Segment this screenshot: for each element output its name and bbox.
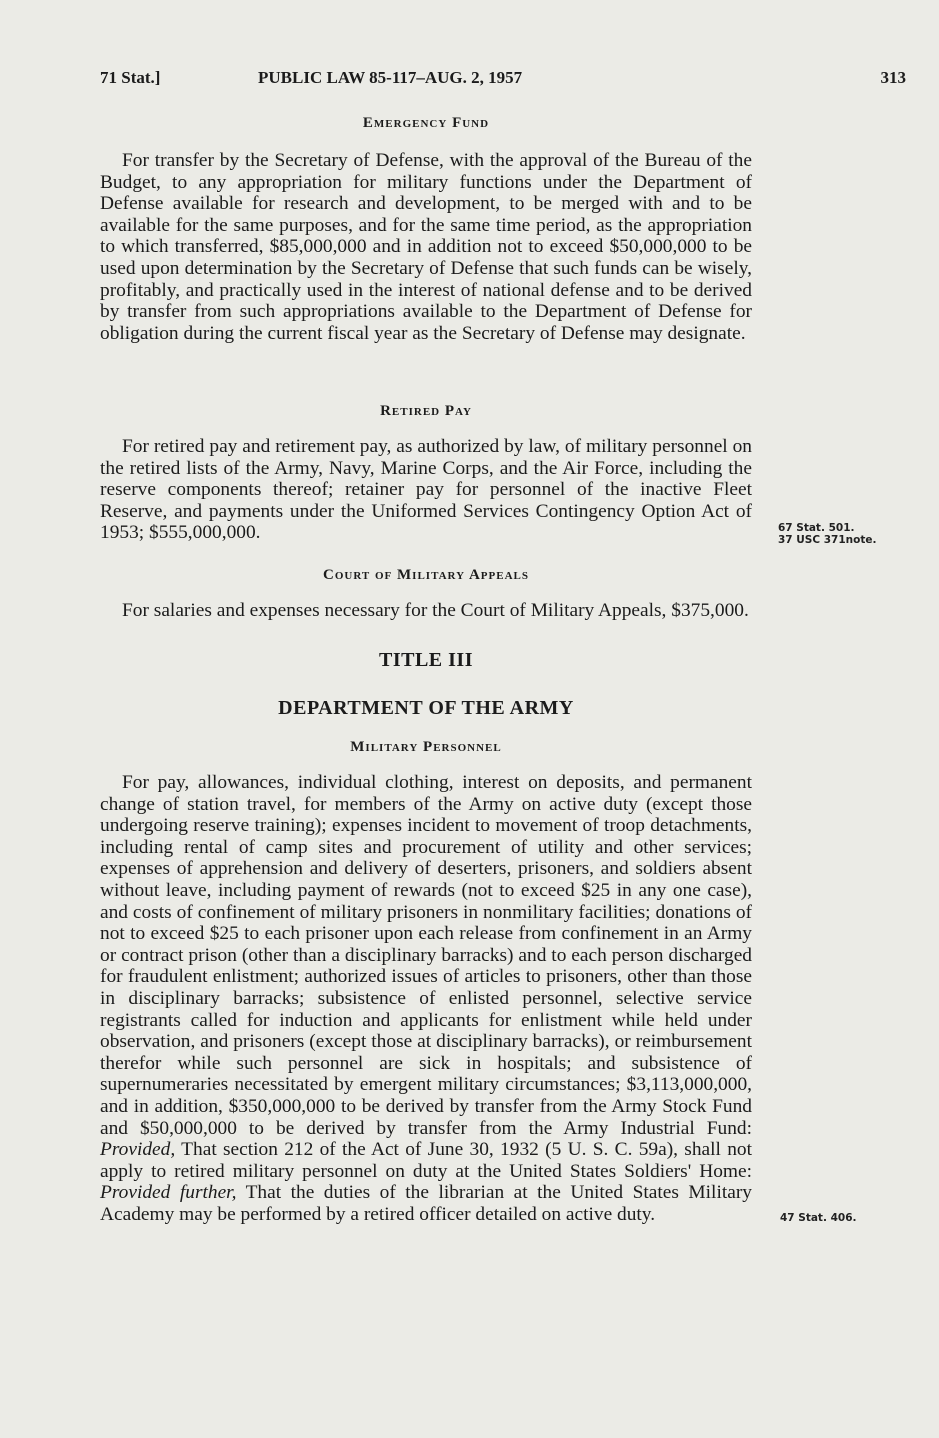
margin-note-2 [780,1212,857,1224]
military-personnel-text-1: For pay, allowances, individual clothing, interest on deposits, and permanent change of station travel, for members of the Army on active duty (except those undergoing reserve training); expenses incident to movement of troop detachments, including rental of camp sites and procurement of utility and other services; expenses of apprehension and delivery of deserters, prisoners, and soldiers absent without leave, including payment of rewards (not to exceed $25 in any one case), and costs of confinement of military prisoners in nonmilitary facilities; donations of not to exceed $25 to each prisoner upon each release from confinement in an Army or contract prison (other than a disciplinary barracks) and to each person discharged for fraudulent enlistment; authorized issues of articles to prisoners, other than those in disciplinary barracks; subsistence of enlisted personnel, selective service registrants called for induction and applicants for enlistment while held under observation, and prisoners (except those at disciplinary barracks), or reimbursement therefor while such personnel are sick in hospitals; and subsistence of supernumeraries necessitated by emergent military circumstances; $3,113,000,000, and in addition, $350,000,000 to be derived by transfer from the Army Stock Fund and $50,000,000 to be derived by transfer from the Army Industrial Fund: [100,772,752,1139]
title-number: TITLE III [379,649,473,671]
page-number: 313 [880,68,906,87]
retired-pay-paragraph: For retired pay and retirement pay, as authorized by law, of military personnel on the retired lists of the Army, Navy, Marine Corps, and the Air Force, including the reserve components thereof; retainer pay for personnel of the inactive Fleet Reserve, and payments under the Uniformed Services Contingency Option Act of 1953; $555,000,000. [100,436,752,544]
court-of-military-appeals-heading: Court of Military Appeals [323,567,529,583]
margin-note-1-line-2: 37 USC 371note. [778,534,877,546]
military-personnel-text-3: That the duties of the librarian at the United States Military Academy may be performed by a retired officer detailed on active duty. [100,1182,752,1225]
margin-note-2-line-1: 47 Stat. 406. [780,1212,857,1224]
section-emergency-fund [100,114,752,344]
section-court-of-military-appeals [100,566,752,622]
court-of-military-appeals-paragraph: For salaries and expenses necessary for the Court of Military Appeals, $375,000. [122,600,749,621]
proviso-1: Provided, [100,1139,176,1161]
section-military-personnel [100,738,752,1225]
margin-note-1-line-1: 67 Stat. 501. [778,522,855,534]
public-law-title: PUBLIC LAW 85-117–AUG. 2, 1957 [258,68,523,87]
volume-citation: 71 Stat.] [100,68,161,87]
military-personnel-text-2: That section 212 of the Act of June 30, 1932 (5 U. S. C. 59a), shall not apply to retired military personnel on duty at the United States Soldiers' Home: [100,1139,752,1182]
margin-note-1 [778,522,876,546]
title-name: DEPARTMENT OF THE ARMY [278,697,574,719]
emergency-fund-paragraph: For transfer by the Secretary of Defense, with the approval of the Bureau of the Budget, to any appropriation for military functions under the Department of Defense available for research and development, to be merged with and to be available for the same purposes, and for the same time period, as the appropriation to which transferred, $85,000,000 and in addition not to exceed $50,000,000 to be used upon determination by the Secretary of Defense that such funds can be wisely, profitably, and practically used in the interest of national defense and to be derived by transfer from such appropriations available to the Department of Defense for obligation during the current fiscal year as the Secretary of Defense may designate. [100,150,752,344]
retired-pay-heading: Retired Pay [380,403,472,419]
title-block [100,648,752,720]
proviso-2: Provided further, [100,1182,237,1204]
military-personnel-paragraph [100,772,752,1225]
emergency-fund-heading: Emergency Fund [362,115,490,131]
military-personnel-heading: Military Personnel [350,739,502,755]
running-header [100,68,906,92]
section-retired-pay [100,402,752,544]
